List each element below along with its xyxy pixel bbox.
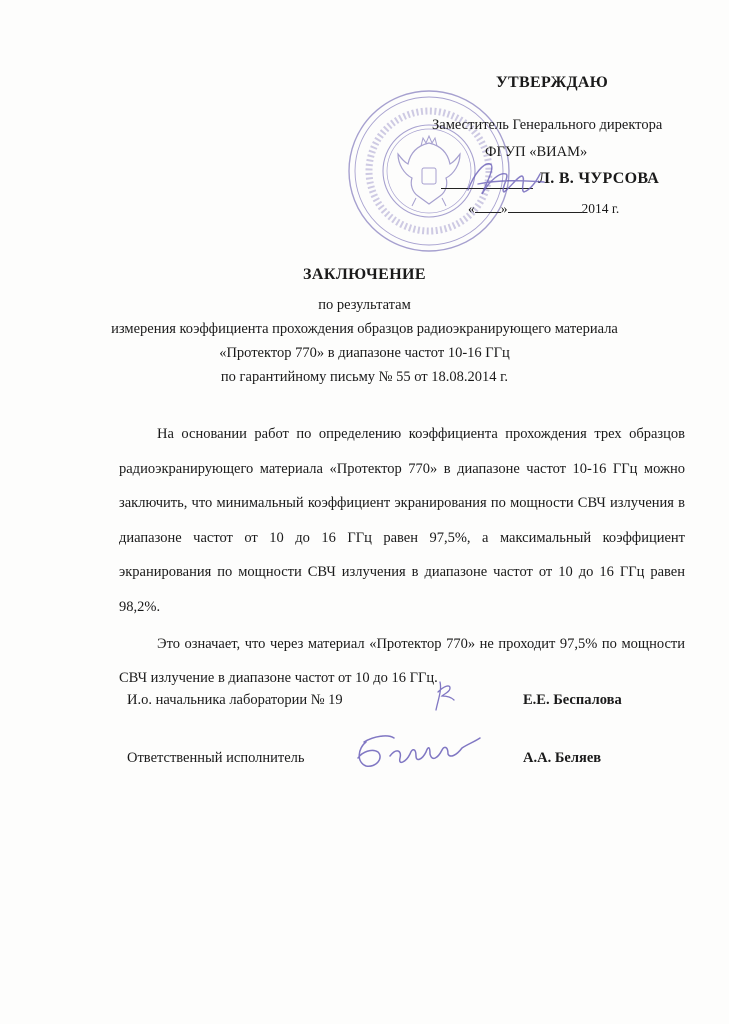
approval-heading: УТВЕРЖДАЮ [496, 74, 609, 91]
signatory-2-name: А.А. Беляев [523, 750, 602, 766]
signatory-1-role: И.о. начальника лаборатории № 19 [127, 692, 343, 708]
date-open-quote: « [468, 201, 475, 216]
signatory-1-signature-icon [420, 676, 470, 718]
body-paragraph-1: На основании работ по определению коэффициента прохождения трех образцов радиоэкранирующего материала «Протектор 770» в диапазоне частот 10-16 ГГц можно заключить, что минимальный коэффициент экранирования по мощности СВЧ излучения в диапазоне частот от 10 до 16 ГГц равен 97,5%, а максимальный коэффициент экранирования по мощности СВЧ излучения в диапазоне частот от 10 до 16 ГГц равен 98,2%. [119, 426, 685, 615]
date-close-quote: » [500, 201, 508, 216]
date-year: 2014 г. [581, 201, 620, 216]
title-line-3: «Протектор 770» в диапазоне частот 10-16 ГГц [219, 345, 510, 361]
approver-name: Л. В. ЧУРСОВА [538, 170, 660, 187]
approver-organization: ФГУП «ВИАМ» [485, 144, 588, 160]
document-title-block [0, 266, 729, 389]
document-title: ЗАКЛЮЧЕНИЕ [303, 266, 426, 283]
title-line-1: по результатам [318, 297, 411, 313]
approver-position: Заместитель Генерального директора [432, 117, 663, 133]
signatory-2-signature-icon [344, 722, 494, 782]
signatory-1-name: Е.Е. Беспалова [523, 692, 622, 708]
document-body [119, 417, 685, 696]
title-line-2: измерения коэффициента прохождения образцов радиоэкранирующего материала [111, 321, 618, 337]
approver-signature-icon [440, 150, 550, 210]
body-paragraph-2: Это означает, что через материал «Протектор 770» не проходит 97,5% по мощности СВЧ излучение в диапазоне частот от 10 до 16 ГГц. [119, 635, 685, 687]
title-line-4: по гарантийному письму № 55 от 18.08.2014 г. [220, 369, 509, 385]
signatory-2-role: Ответственный исполнитель [127, 750, 305, 766]
